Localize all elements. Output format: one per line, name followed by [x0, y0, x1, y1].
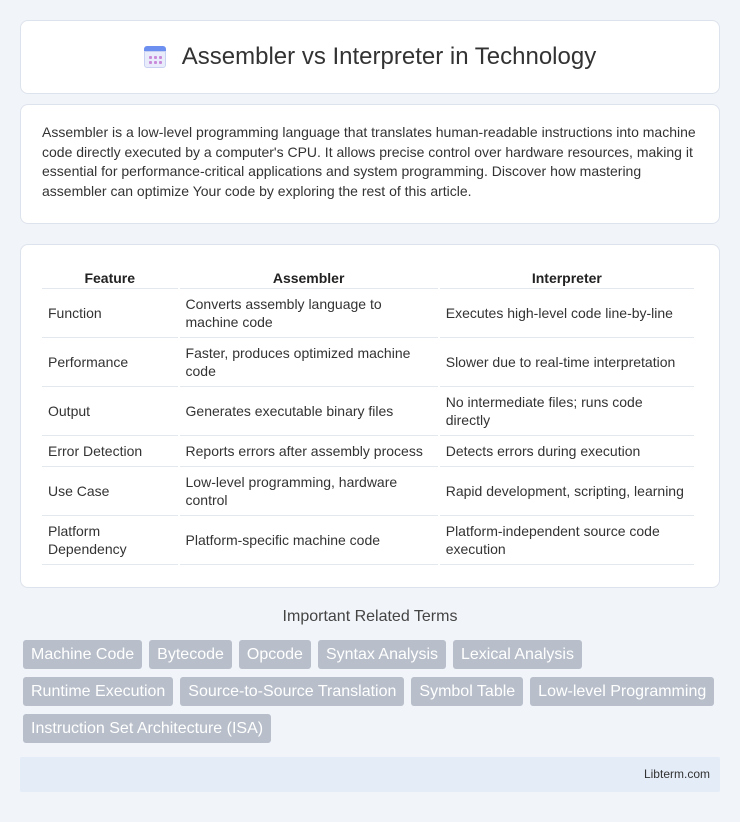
table-row	[42, 436, 694, 467]
table-row	[42, 387, 694, 436]
table-cell: Faster, produces optimized machine code	[180, 338, 438, 387]
table-cell: Executes high-level code line-by-line	[440, 289, 694, 338]
related-terms-title: Important Related Terms	[282, 608, 458, 625]
comparison-card	[20, 244, 720, 588]
related-term-tag[interactable]: Instruction Set Architecture (ISA)	[23, 714, 271, 743]
related-term-tag[interactable]: Bytecode	[149, 640, 232, 669]
intro-text: Assembler is a low-level programming language that translates human-readable instructions into machine code directly executed by a computer's CPU. It allows precise control over hardware resources, making it essential for performance-critical applications and system programming. Discover how mastering assembler can optimize Your code by exploring the rest of this article.	[42, 124, 696, 199]
table-cell: Rapid development, scripting, learning	[440, 467, 694, 516]
table-row	[42, 516, 694, 565]
table-cell: Performance	[42, 338, 178, 387]
table-cell: Output	[42, 387, 178, 436]
table-cell: Error Detection	[42, 436, 178, 467]
related-terms-list	[23, 640, 723, 743]
table-cell: Low-level programming, hardware control	[180, 467, 438, 516]
table-cell: Use Case	[42, 467, 178, 516]
table-cell: Reports errors after assembly process	[180, 436, 438, 467]
related-term-tag[interactable]: Lexical Analysis	[453, 640, 582, 669]
footer	[20, 757, 720, 792]
table-cell: Detects errors during execution	[440, 436, 694, 467]
related-term-tag[interactable]: Low-level Programming	[530, 677, 714, 706]
table-header-row	[42, 265, 694, 289]
related-term-tag[interactable]: Opcode	[239, 640, 311, 669]
table-cell: Platform-independent source code execution	[440, 516, 694, 565]
related-term-tag[interactable]: Source-to-Source Translation	[180, 677, 404, 706]
header-assembler: Assembler	[180, 265, 438, 289]
header-interpreter: Interpreter	[440, 265, 694, 289]
table-cell: No intermediate files; runs code directly	[440, 387, 694, 436]
table-cell: Generates executable binary files	[180, 387, 438, 436]
table-cell: Platform Dependency	[42, 516, 178, 565]
title-card	[20, 20, 720, 94]
calendar-icon	[144, 46, 166, 68]
comparison-table	[40, 265, 696, 565]
related-term-tag[interactable]: Syntax Analysis	[318, 640, 446, 669]
footer-site-link[interactable]: Libterm.com	[643, 767, 710, 781]
table-row	[42, 338, 694, 387]
intro-card	[20, 104, 720, 224]
table-cell: Platform-specific machine code	[180, 516, 438, 565]
table-row	[42, 289, 694, 338]
table-cell: Function	[42, 289, 178, 338]
table-row	[42, 467, 694, 516]
header-feature: Feature	[42, 265, 178, 289]
related-term-tag[interactable]: Machine Code	[23, 640, 142, 669]
table-cell: Converts assembly language to machine code	[180, 289, 438, 338]
table-cell: Slower due to real-time interpretation	[440, 338, 694, 387]
page-title: Assembler vs Interpreter in Technology	[181, 43, 597, 70]
related-term-tag[interactable]: Runtime Execution	[23, 677, 173, 706]
related-term-tag[interactable]: Symbol Table	[411, 677, 523, 706]
